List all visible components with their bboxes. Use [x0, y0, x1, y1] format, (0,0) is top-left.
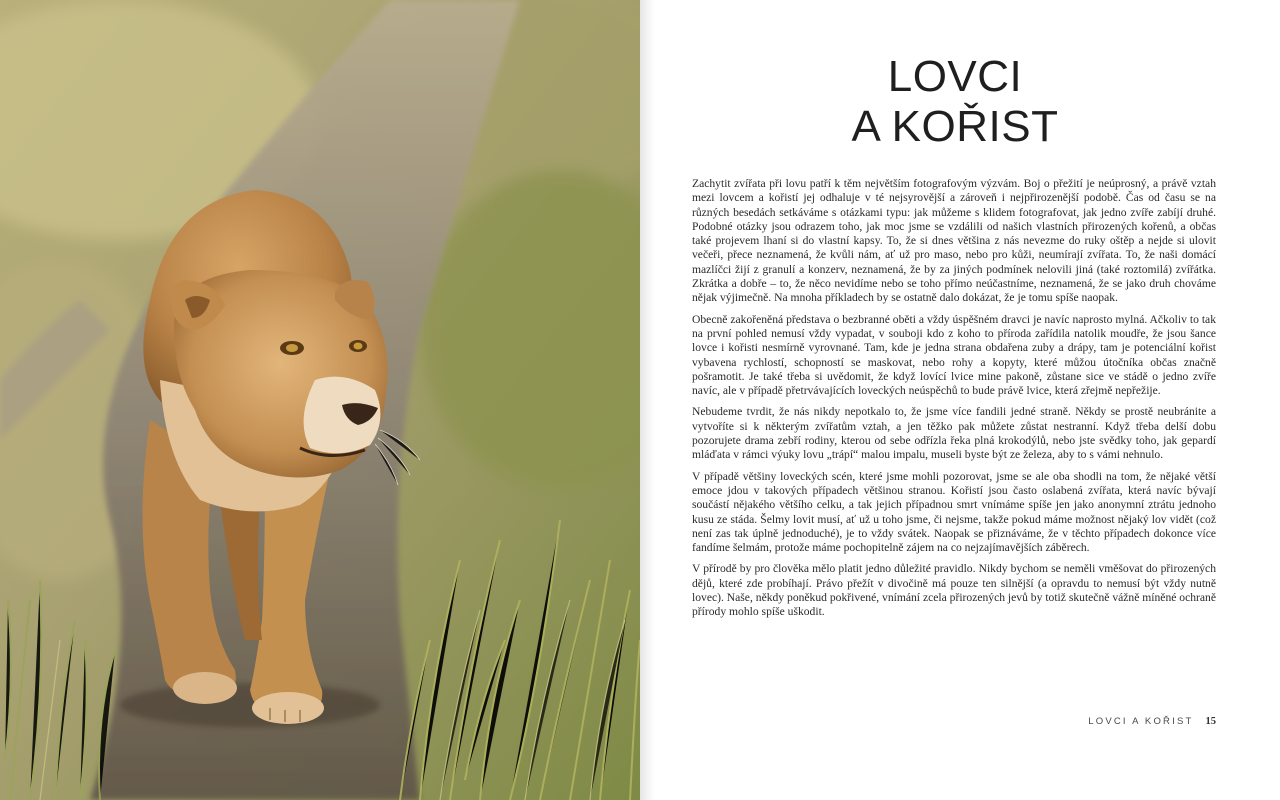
page-footer: [1088, 716, 1216, 727]
chapter-title: [760, 52, 1150, 152]
chapter-body: [692, 177, 1216, 627]
paragraph-1: Zachytit zvířata při lovu patří k těm největším fotografovým výzvám. Boj o přežití je neúprosný, a právě vztah mezi lovcem a kořistí jej odhaluje v té nejsyrovější a zároveň i nejpřirozenější podobě. Čas od času se na různých besedách setkáváme s otázkami typu: jak můžeme s klidem fotografovat, jak jedno zvíře zabíjí druhé. Podobné otázky jsou odrazem toho, jak moc jsme se vzdálili od našich vlastních přirozených kořenů, a občas také projevem lhaní si do vlastní kapsy. To, že si dnes většina z nás nevezme do ruky oštěp a nejde si ulovit večeři, přece neznamená, že kvůli nám, ať už pro maso, nebo pro kůži, neumírají zvířata. To, že naši domácí mazlíčci žijí z granulí a konzerv, neznamená, že by za jiných podmínek nelovili jiná (také roztomilá) zvířátka. Zkrátka a dobře – to, že něco nevidíme nebo se toho přímo neúčastníme, neznamená, že se jako druh chováme nějak výjimečně. Na mnoha příkladech by se ostatně dalo dokázat, že je tomu spíše naopak.: [692, 177, 1216, 305]
paragraph-3: Nebudeme tvrdit, že nás nikdy nepotkalo to, že jsme více fandili jedné straně. Někdy se prostě neubránite a vytvoříte si k některým zvířatům vztah, a jen těžko pak můžete zůstat nestranní. Když třeba delší dobu pozorujete drama zebří rodiny, kterou od sebe odřízla řeka plná krokodýlů, nebo jste svědky toho, jak gepardí mláďata v rámci výuky lovu „trápí“ malou impalu, museli byste být ze železa, aby to s vámi nehnulo.: [692, 405, 1216, 462]
running-head: LOVCI A KOŘIST: [1088, 716, 1194, 727]
page-number: 15: [1205, 716, 1216, 727]
paragraph-5: V přírodě by pro člověka mělo platit jedno důležité pravidlo. Nikdy bychom se neměli vměšovat do přirozených dějů, které zde probíhají. Právo přežít v divočině má pouze ten silnější (a opravdu to nemusí být vždy nutně lovec). Naše, někdy poněkud pokřivené, vnímání zcela přirozených jevů by totiž skutečně vážně míněné ochraně přírody mohlo spíše uškodit.: [692, 562, 1216, 619]
paragraph-4: V případě většiny loveckých scén, které jsme mohli pozorovat, jsme se ale oba shodli na tom, že nějaké větší emoce jdou v takových případech většinou stranou. Kořistí jsou často oslabená zvířata, která navíc bývají součástí nějakého většího celku, a tak jejich případnou smrt vnímáme spíše jen jako anonymní ztrátu jednoho kusu ze stáda. Šelmy lovit musí, ať už u toho jsme, či nejsme, takže pokud máme možnost nějaký lov vidět (což není zas tak úplně jednoduché), je to vždy svátek. Naopak se přiznáváme, že v těchto případech dokonce více fandíme šelmám, protože máme pochopitelně zájem na co nejzajímavějších záběrech.: [692, 469, 1216, 555]
page-gutter: [640, 0, 654, 800]
chapter-title-line-2: A KOŘIST: [851, 102, 1059, 151]
chapter-title-line-1: LOVCI: [887, 52, 1023, 101]
paragraph-2: Obecně zakořeněná představa o bezbranné oběti a vždy úspěšném dravci je navíc naprosto mylná. Ačkoliv to tak na první pohled nemusí vždy vypadat, v souboji kdo z koho to příroda zařídila natolik moudře, že jsou šance lovce i kořisti nesmírně vyrovnané. Tam, kde je jedna strana obdařena zuby a drápy, tam je potenciální kořist vybavena rychlostí, schopností se maskovat, nebo rohy a kopyty, které můžou útočníka občas značně pošramotit. Je také třeba si uvědomit, že když lovící lvice mine pakoně, zůstane sice ve stádě o jedno zvíře navíc, ale v případě přetrvávajících loveckých neúspěchů to bude právě lvice, která zřejmě nepřežije.: [692, 312, 1216, 398]
